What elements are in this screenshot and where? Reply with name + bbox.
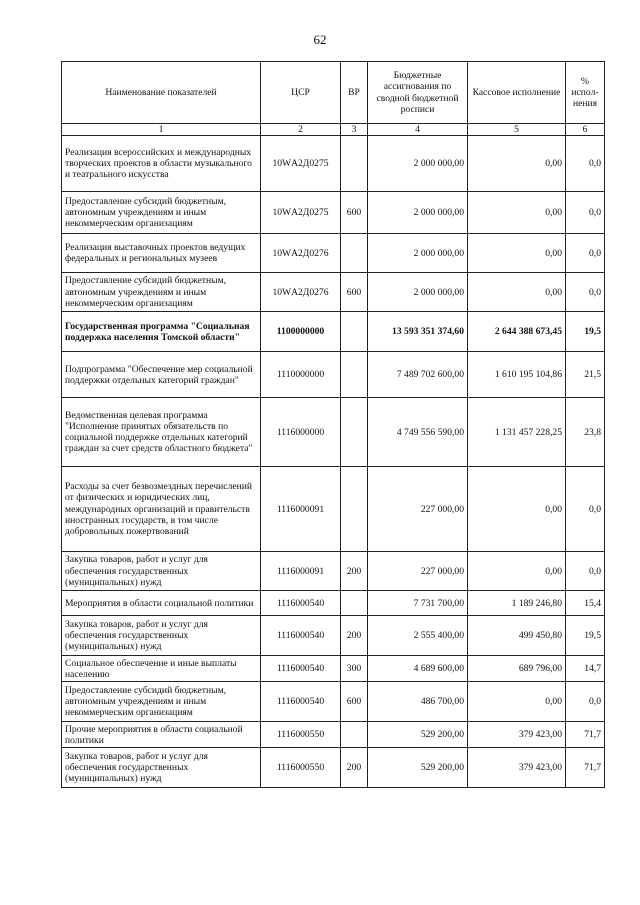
budget-allocation: 7 731 700,00: [368, 591, 468, 616]
budget-execution-table: [61, 61, 605, 788]
budget-allocation: 529 200,00: [368, 722, 468, 748]
vr-code: 600: [341, 192, 368, 234]
cash-execution: 1 189 246,80: [468, 591, 566, 616]
cash-execution: 0,00: [468, 552, 566, 591]
execution-percent: 0,0: [566, 552, 605, 591]
budget-allocation: 2 000 000,00: [368, 273, 468, 312]
indicator-name: Мероприятия в области социальной политики: [62, 591, 261, 616]
table-row: [62, 467, 605, 552]
column-number: 3: [341, 124, 368, 136]
csr-code: 1116000091: [261, 467, 341, 552]
column-number: 4: [368, 124, 468, 136]
cash-execution: 1 131 457 228,25: [468, 398, 566, 467]
table-row: [62, 682, 605, 722]
header-vr: ВР: [341, 62, 368, 124]
indicator-name: Расходы за счет безвозмездных перечислений от физических и юридических лиц, международных организаций и правительств иностранных государств, в том числе добровольных пожертвований: [62, 467, 261, 552]
execution-percent: 0,0: [566, 467, 605, 552]
column-number-row: [62, 124, 605, 136]
csr-code: 10WА2Д0276: [261, 234, 341, 273]
indicator-name: Закупка товаров, работ и услуг для обеспечения государственных (муниципальных) нужд: [62, 552, 261, 591]
cash-execution: 0,00: [468, 192, 566, 234]
indicator-name: Предоставление субсидий бюджетным, автономным учреждениям и иным некоммерческим организациям: [62, 682, 261, 722]
csr-code: 1116000550: [261, 748, 341, 788]
csr-code: 10WА2Д0276: [261, 273, 341, 312]
execution-percent: 15,4: [566, 591, 605, 616]
cash-execution: 0,00: [468, 273, 566, 312]
cash-execution: 0,00: [468, 234, 566, 273]
vr-code: 200: [341, 552, 368, 591]
vr-code: [341, 591, 368, 616]
vr-code: [341, 136, 368, 192]
budget-allocation: 2 000 000,00: [368, 234, 468, 273]
budget-allocation: 486 700,00: [368, 682, 468, 722]
table-row: [62, 722, 605, 748]
execution-percent: 14,7: [566, 656, 605, 682]
indicator-name: Государственная программа "Социальная поддержка населения Томской области": [62, 312, 261, 352]
budget-allocation: 4 749 556 590,00: [368, 398, 468, 467]
execution-percent: 0,0: [566, 682, 605, 722]
indicator-name: Ведомственная целевая программа "Исполнение принятых обязательств по социальной поддержке отдельных категорий граждан за счет средств областного бюджета": [62, 398, 261, 467]
vr-code: [341, 722, 368, 748]
table-row: [62, 552, 605, 591]
vr-code: 200: [341, 616, 368, 656]
vr-code: [341, 234, 368, 273]
header-budget: Бюджетные ассигнования по сводной бюджетной росписи: [368, 62, 468, 124]
csr-code: 1110000000: [261, 352, 341, 398]
budget-allocation: 227 000,00: [368, 552, 468, 591]
table-body: [62, 136, 605, 788]
table-row: [62, 591, 605, 616]
header-row: [62, 62, 605, 124]
csr-code: 1116000540: [261, 656, 341, 682]
csr-code: 10WА2Д0275: [261, 136, 341, 192]
cash-execution: 0,00: [468, 136, 566, 192]
cash-execution: 499 450,80: [468, 616, 566, 656]
vr-code: 600: [341, 682, 368, 722]
column-number: 5: [468, 124, 566, 136]
cash-execution: 0,00: [468, 467, 566, 552]
vr-code: [341, 398, 368, 467]
cash-execution: 2 644 388 673,45: [468, 312, 566, 352]
csr-code: 10WА2Д0275: [261, 192, 341, 234]
indicator-name: Предоставление субсидий бюджетным, автономным учреждениям и иным некоммерческим организациям: [62, 192, 261, 234]
execution-percent: 0,0: [566, 136, 605, 192]
csr-code: 1116000091: [261, 552, 341, 591]
budget-allocation: 227 000,00: [368, 467, 468, 552]
execution-percent: 0,0: [566, 273, 605, 312]
cash-execution: 379 423,00: [468, 748, 566, 788]
column-number: 6: [566, 124, 605, 136]
csr-code: 1116000540: [261, 616, 341, 656]
table-row: [62, 192, 605, 234]
indicator-name: Прочие мероприятия в области социальной политики: [62, 722, 261, 748]
cash-execution: 1 610 195 104,86: [468, 352, 566, 398]
vr-code: 300: [341, 656, 368, 682]
execution-percent: 21,5: [566, 352, 605, 398]
indicator-name: Реализация выставочных проектов ведущих федеральных и региональных музеев: [62, 234, 261, 273]
csr-code: 1116000540: [261, 591, 341, 616]
indicator-name: Закупка товаров, работ и услуг для обеспечения государственных (муниципальных) нужд: [62, 748, 261, 788]
indicator-name: Реализация всероссийских и международных творческих проектов в области музыкального и театрального искусства: [62, 136, 261, 192]
budget-allocation: 4 689 600,00: [368, 656, 468, 682]
budget-allocation: 13 593 351 374,60: [368, 312, 468, 352]
csr-code: 1100000000: [261, 312, 341, 352]
table-row: [62, 312, 605, 352]
budget-allocation: 2 000 000,00: [368, 136, 468, 192]
csr-code: 1116000550: [261, 722, 341, 748]
table-row: [62, 234, 605, 273]
cash-execution: 0,00: [468, 682, 566, 722]
table-row: [62, 273, 605, 312]
table-row: [62, 136, 605, 192]
vr-code: [341, 352, 368, 398]
page-number: 62: [313, 32, 327, 47]
header-pct: % испол- нения: [566, 62, 605, 124]
table-row: [62, 616, 605, 656]
budget-allocation: 2 555 400,00: [368, 616, 468, 656]
indicator-name: Предоставление субсидий бюджетным, автономным учреждениям и иным некоммерческим организациям: [62, 273, 261, 312]
execution-percent: 0,0: [566, 192, 605, 234]
column-number: 2: [261, 124, 341, 136]
vr-code: [341, 312, 368, 352]
budget-allocation: 529 200,00: [368, 748, 468, 788]
vr-code: 200: [341, 748, 368, 788]
csr-code: 1116000540: [261, 682, 341, 722]
execution-percent: 23,8: [566, 398, 605, 467]
table-row: [62, 656, 605, 682]
budget-allocation: 7 489 702 600,00: [368, 352, 468, 398]
header-name: Наименование показателей: [62, 62, 261, 124]
cash-execution: 689 796,00: [468, 656, 566, 682]
indicator-name: Подпрограмма "Обеспечение мер социальной поддержки отдельных категорий граждан": [62, 352, 261, 398]
execution-percent: 19,5: [566, 616, 605, 656]
vr-code: [341, 467, 368, 552]
header-cash: Кассовое исполнение: [468, 62, 566, 124]
vr-code: 600: [341, 273, 368, 312]
budget-allocation: 2 000 000,00: [368, 192, 468, 234]
execution-percent: 71,7: [566, 722, 605, 748]
indicator-name: Закупка товаров, работ и услуг для обеспечения государственных (муниципальных) нужд: [62, 616, 261, 656]
table-row: [62, 352, 605, 398]
indicator-name: Социальное обеспечение и иные выплаты населению: [62, 656, 261, 682]
csr-code: 1116000000: [261, 398, 341, 467]
execution-percent: 71,7: [566, 748, 605, 788]
table-row: [62, 398, 605, 467]
cash-execution: 379 423,00: [468, 722, 566, 748]
execution-percent: 0,0: [566, 234, 605, 273]
execution-percent: 19,5: [566, 312, 605, 352]
column-number: 1: [62, 124, 261, 136]
header-csr: ЦСР: [261, 62, 341, 124]
table-row: [62, 748, 605, 788]
